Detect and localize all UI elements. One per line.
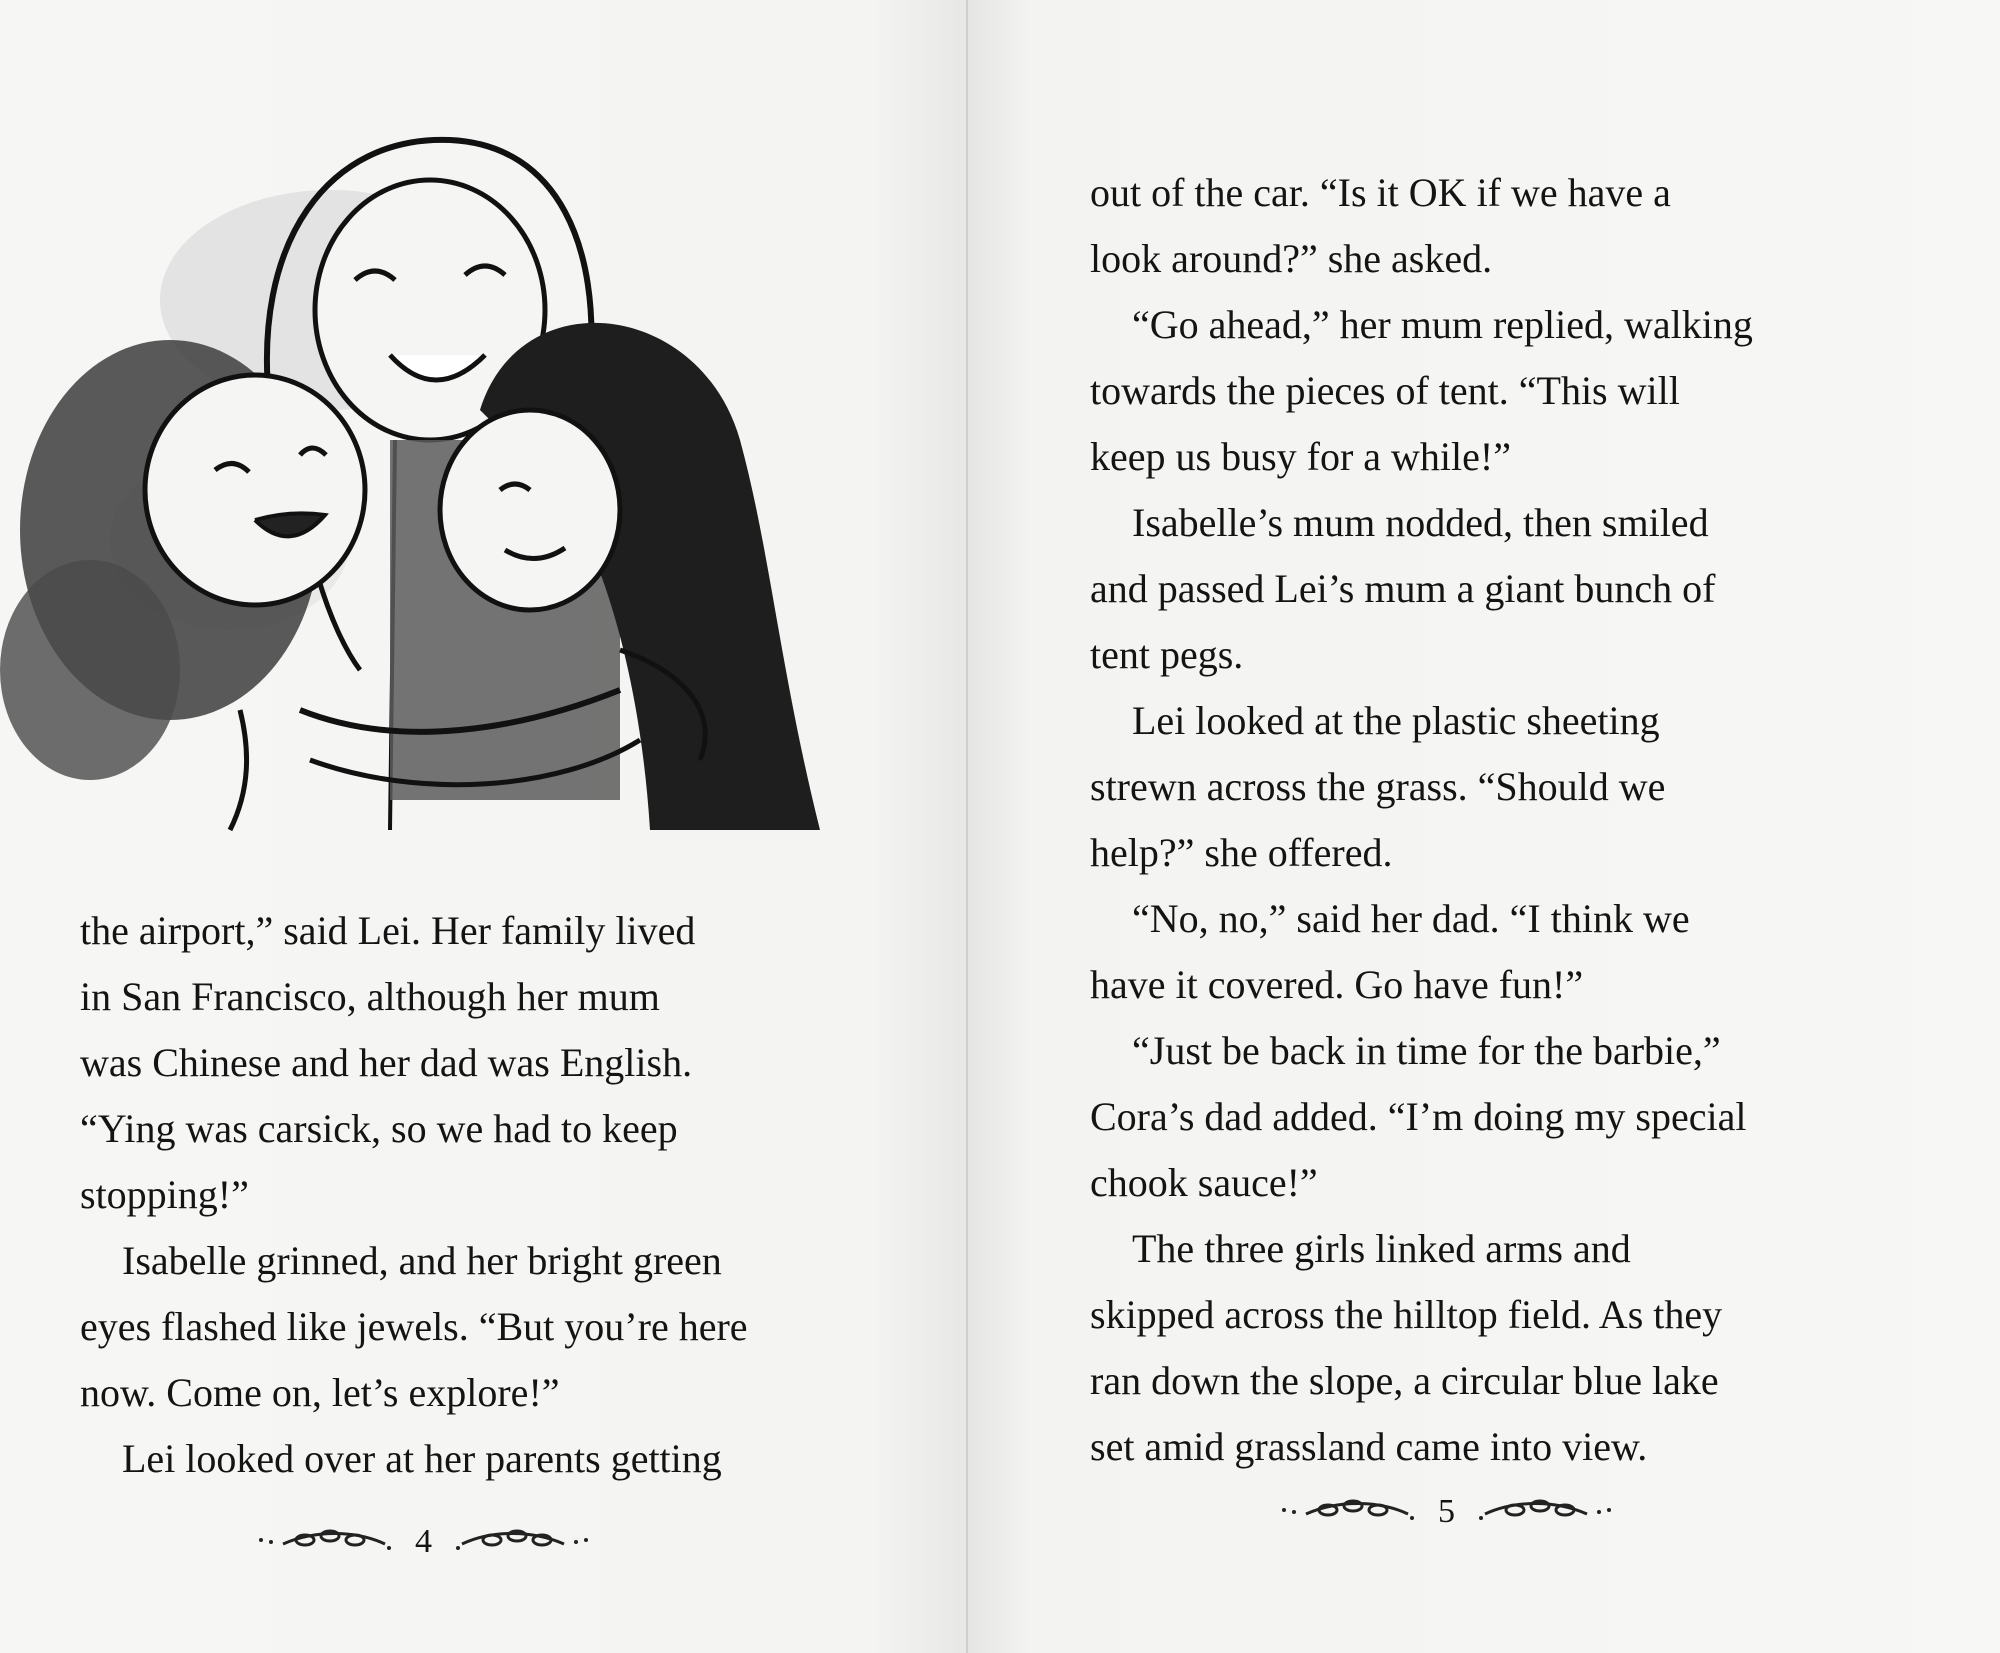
page-number: 5 [1438, 1493, 1455, 1530]
leaf-flourish-icon [1278, 1492, 1418, 1532]
paragraph: out of the car. “Is it OK if we have a look around?” she asked. [1090, 170, 1671, 281]
right-page [968, 0, 2000, 1653]
paragraph: “Go ahead,” her mum replied, walking towards the pieces of tent. “This will keep us busy for a while!” [1090, 302, 1753, 479]
paragraph: The three girls linked arms and skipped across the hilltop field. As they ran down the slope, a circular blue lake set amid grassland came into view. [1090, 1226, 1723, 1469]
page-number-footer [255, 1522, 592, 1562]
left-page-text [80, 898, 860, 1492]
paragraph: the airport,” said Lei. Her family lived in San Francisco, although her mum was Chinese and her dad was English. “Ying was carsick, so we had to keep stopping!” [80, 908, 696, 1217]
left-page [0, 0, 968, 1653]
paragraph: Lei looked at the plastic sheeting strewn across the grass. “Should we help?” she offered. [1090, 698, 1666, 875]
page-number: 4 [415, 1523, 432, 1560]
paragraph: “Just be back in time for the barbie,” Cora’s dad added. “I’m doing my special chook sauce!” [1090, 1028, 1747, 1205]
page-number-footer [1278, 1492, 1615, 1532]
right-page-text [1090, 160, 1930, 1480]
leaf-flourish-icon [1475, 1492, 1615, 1532]
paragraph: Lei looked over at her parents getting [122, 1436, 722, 1481]
leaf-flourish-icon [255, 1522, 395, 1562]
paragraph: Isabelle’s mum nodded, then smiled and passed Lei’s mum a giant bunch of tent pegs. [1090, 500, 1716, 677]
paragraph: “No, no,” said her dad. “I think we have it covered. Go have fun!” [1090, 896, 1690, 1007]
leaf-flourish-icon [452, 1522, 592, 1562]
three-girls-hugging-illustration [0, 110, 900, 870]
paragraph: Isabelle grinned, and her bright green eyes flashed like jewels. “But you’re here now. Come on, let’s explore!” [80, 1238, 748, 1415]
